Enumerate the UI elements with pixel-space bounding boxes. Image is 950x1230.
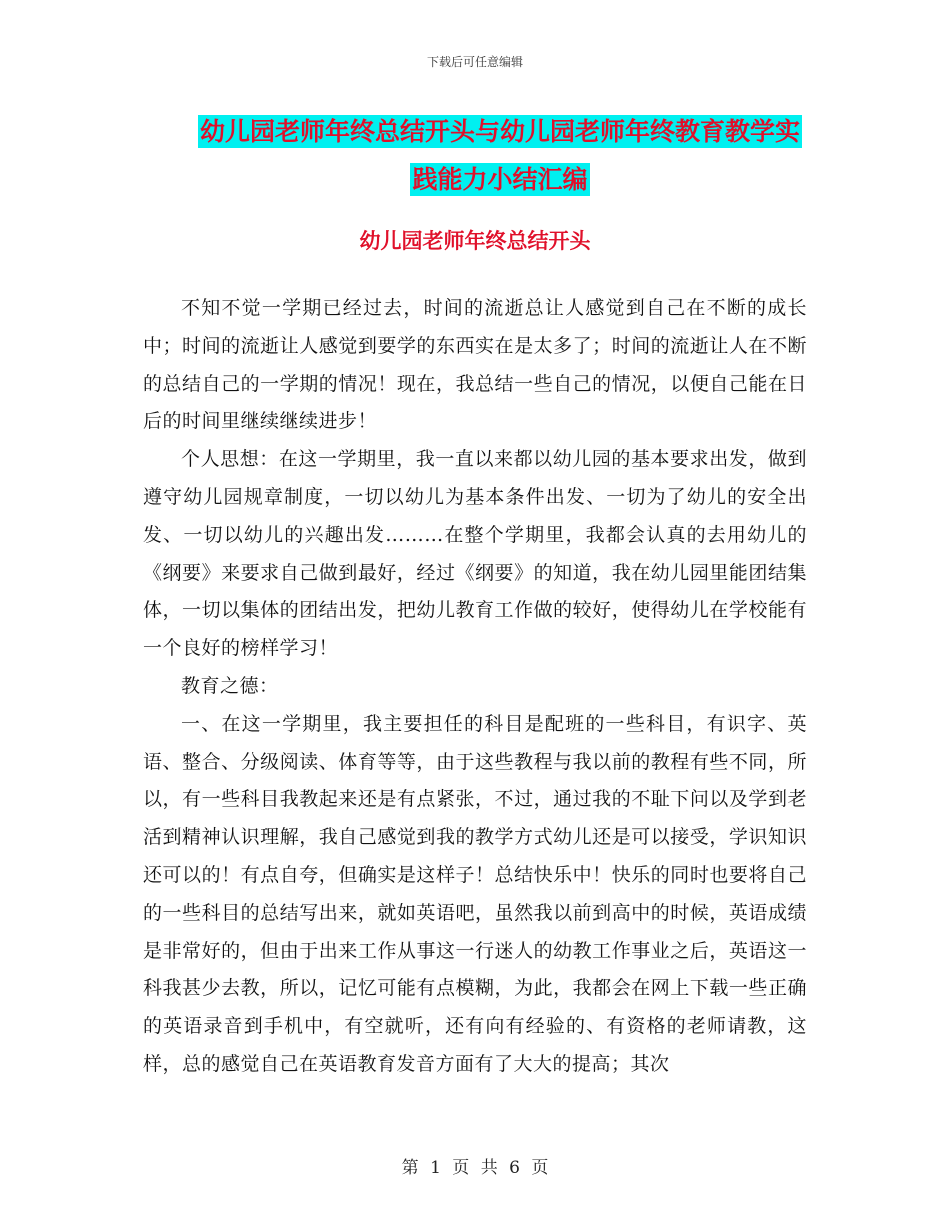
section-title: 幼儿园老师年终总结开头 — [359, 229, 591, 253]
header-note: 下载后可任意编辑 — [426, 55, 523, 69]
document-title-text: 幼儿园老师年终总结开头与幼儿园老师年终教育教学实践能力小结汇编 — [199, 117, 800, 194]
paragraph-education-heading: 教育之德： — [181, 674, 279, 697]
document-title — [190, 108, 810, 204]
body-text — [143, 290, 807, 1084]
paragraph-item-one: 一、在这一学期里，我主要担任的科目是配班的一些科目，有识字、英语、整合、分级阅读、体育等等，由于这些教程与我以前的教程有些不同，所以，有一些科目我教起来还是有点紧张，不过，通过我的不耻下问以及学到老活到精神认识理解，我自己感觉到我的教学方式幼儿还是可以接受，学识知识还可以的！有点自夸，但确实是这样子！总结快乐中！快乐的同时也要将自己的一些科目的总结写出来，就如英语吧，虽然我以前到高中的时候，英语成绩是非常好的，但由于出来工作从事这一行迷人的幼教工作事业之后，英语这一科我甚少去教，所以，记忆可能有点模糊，为此，我都会在网上下载一些正确的英语录音到手机中，有空就听，还有向有经验的、有资格的老师请教，这样，总的感觉自己在英语教育发音方面有了大大的提高；其次 — [143, 712, 807, 1075]
paragraph-intro: 不知不觉一学期已经过去，时间的流逝总让人感觉到自己在不断的成长中；时间的流逝让人感觉到要学的东西实在是太多了；时间的流逝让人在不断的总结自己的一学期的情况！现在，我总结一些自己的情况，以便自己能在日后的时间里继续继续进步！ — [143, 297, 807, 433]
paragraph-personal-thoughts: 个人思想：在这一学期里，我一直以来都以幼儿园的基本要求出发，做到遵守幼儿园规章制度，一切以幼儿为基本条件出发、一切为了幼儿的安全出发、一切以幼儿的兴趣出发………在整个学期里，我都会认真的去用幼儿的《纲要》来要求自己做到最好，经过《纲要》的知道，我在幼儿园里能团结集体，一切以集体的团结出发，把幼儿教育工作做的较好，使得幼儿在学校能有一个良好的榜样学习！ — [143, 448, 807, 660]
page-footer: 第 1 页 共 6 页 — [401, 1158, 549, 1178]
